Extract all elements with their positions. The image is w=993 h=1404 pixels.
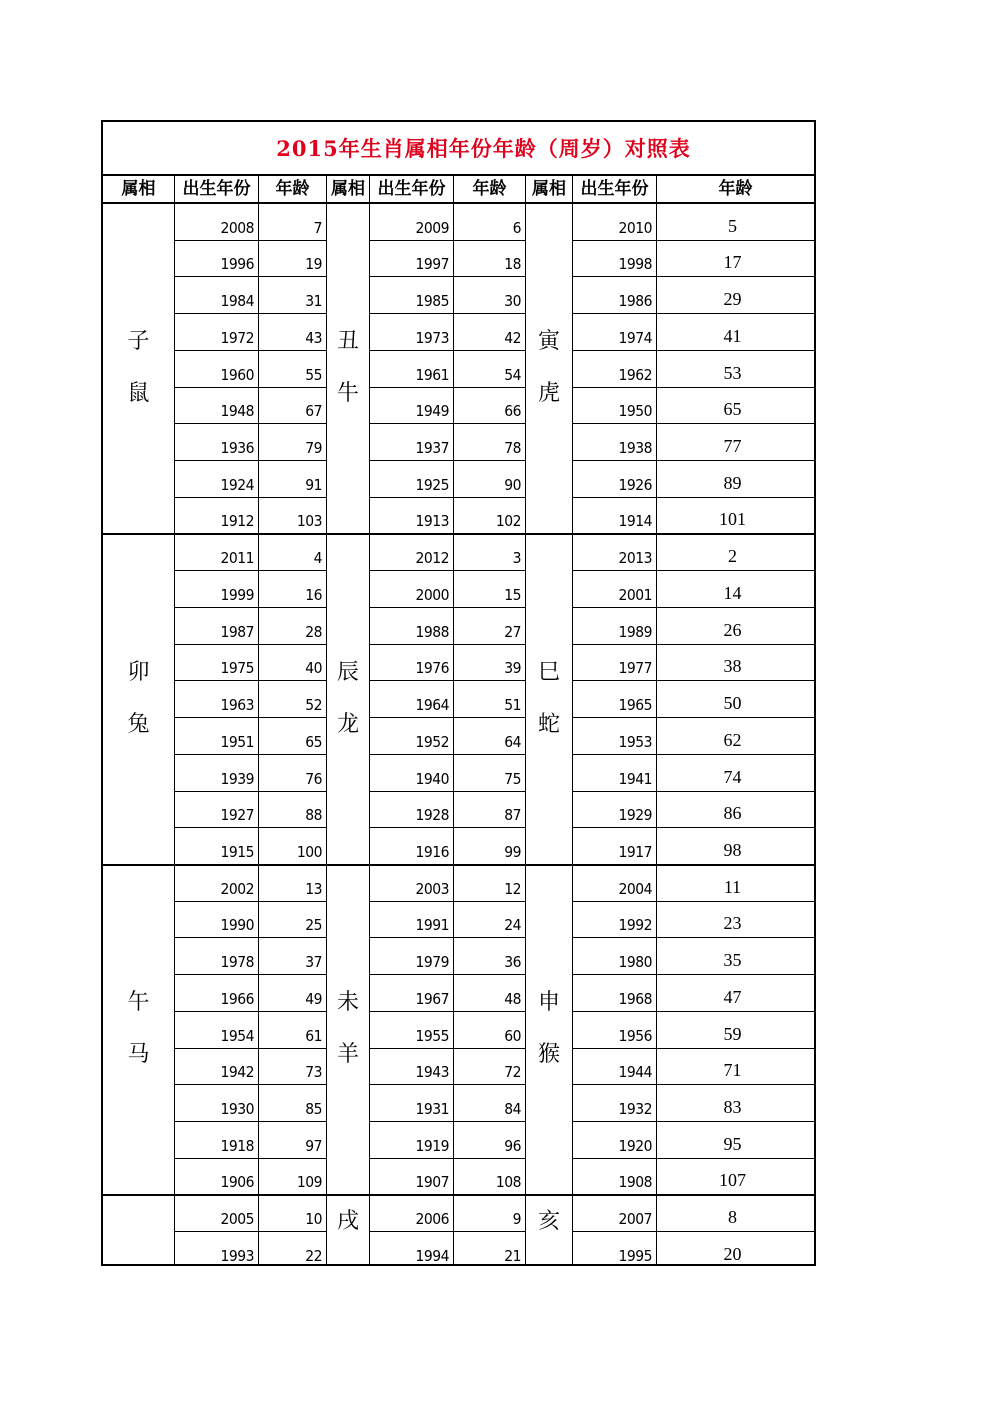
- birth-year-cell: 1928: [415, 806, 449, 825]
- birth-year-cell: 1913: [415, 512, 449, 531]
- row-divider: [175, 680, 326, 681]
- birth-year-cell: 1973: [415, 328, 449, 347]
- row-divider: [175, 1121, 326, 1122]
- birth-year-cell: 1955: [415, 1026, 449, 1045]
- birth-year-cell: 1943: [415, 1063, 449, 1082]
- row-divider: [370, 791, 525, 792]
- birth-year-cell: 2009: [415, 218, 449, 237]
- age-cell: 12: [504, 879, 521, 898]
- birth-year-cell: 1930: [220, 1100, 254, 1118]
- row-divider: [175, 570, 326, 571]
- birth-year-cell: 1937: [415, 439, 449, 458]
- age-cell: 66: [504, 402, 521, 421]
- birth-year-cell: 1985: [415, 292, 449, 311]
- row-divider: [573, 717, 815, 718]
- age-cell: 38: [723, 656, 742, 677]
- age-cell: 49: [305, 989, 322, 1008]
- age-cell: 43: [305, 328, 322, 347]
- birth-year-cell: 1918: [220, 1136, 254, 1155]
- age-cell: 65: [305, 732, 322, 751]
- row-divider: [175, 827, 326, 828]
- age-cell: 75: [504, 769, 521, 788]
- age-cell: 16: [305, 585, 322, 604]
- zodiac-age-table: [101, 120, 816, 1266]
- title-row: [103, 122, 814, 176]
- zodiac-char: 寅: [537, 329, 560, 355]
- birth-year-cell: 1976: [415, 659, 449, 678]
- row-divider: [175, 350, 326, 351]
- birth-year-cell: 1914: [618, 512, 652, 531]
- age-cell: 5: [728, 215, 737, 236]
- birth-year-cell: 1926: [618, 475, 652, 494]
- zodiac-char: 子: [127, 329, 150, 355]
- row-divider: [370, 460, 525, 461]
- birth-year-cell: 2010: [618, 218, 652, 237]
- row-divider: [175, 1231, 326, 1232]
- header-zodiac-3: 属相: [532, 179, 566, 199]
- birth-year-cell: 1940: [415, 769, 449, 788]
- birth-year-cell: 1942: [220, 1063, 254, 1082]
- age-cell: 31: [305, 292, 322, 311]
- age-cell: 73: [305, 1063, 322, 1082]
- birth-year-cell: 1994: [415, 1246, 449, 1265]
- age-cell: 83: [723, 1097, 742, 1117]
- birth-year-cell: 1965: [618, 696, 652, 715]
- age-cell: 71: [723, 1060, 742, 1081]
- age-cell: 89: [723, 472, 742, 493]
- age-cell: 3: [512, 549, 521, 568]
- row-divider: [370, 350, 525, 351]
- birth-year-cell: 1916: [415, 842, 449, 861]
- age-cell: 39: [504, 659, 521, 678]
- zodiac-char: 兔: [127, 711, 150, 737]
- birth-year-cell: 1997: [415, 255, 449, 274]
- age-cell: 17: [723, 252, 742, 273]
- group-divider: [103, 1194, 814, 1196]
- row-divider: [370, 827, 525, 828]
- row-divider: [175, 497, 326, 498]
- age-cell: 107: [719, 1170, 746, 1191]
- row-divider: [573, 754, 815, 755]
- row-divider: [573, 974, 815, 975]
- zodiac-char: 戌: [336, 1209, 359, 1235]
- age-cell: 98: [723, 839, 742, 860]
- birth-year-cell: 1960: [220, 365, 254, 384]
- zodiac-char: 卯: [127, 659, 150, 685]
- zodiac-char: 马: [127, 1042, 150, 1068]
- row-divider: [573, 827, 815, 828]
- age-cell: 23: [723, 913, 742, 934]
- birth-year-cell: 1936: [220, 439, 254, 458]
- birth-year-cell: 2001: [618, 585, 652, 604]
- birth-year-cell: 1967: [415, 989, 449, 1008]
- row-divider: [175, 974, 326, 975]
- age-cell: 48: [504, 989, 521, 1008]
- birth-year-cell: 1989: [618, 622, 652, 641]
- age-cell: 95: [723, 1133, 742, 1154]
- age-cell: 59: [723, 1023, 742, 1044]
- row-divider: [370, 607, 525, 608]
- birth-year-cell: 2008: [220, 218, 254, 237]
- birth-year-cell: 1974: [618, 328, 652, 347]
- age-cell: 10: [305, 1210, 322, 1229]
- header-birth-year-3: 出生年份: [580, 179, 649, 199]
- column-divider: [326, 176, 327, 1264]
- zodiac-char: 巳: [537, 659, 560, 685]
- row-divider: [175, 313, 326, 314]
- age-cell: 65: [723, 399, 742, 420]
- age-cell: 40: [305, 659, 322, 678]
- header-age-2: 年龄: [472, 179, 507, 199]
- age-cell: 62: [723, 729, 742, 750]
- age-cell: 9: [512, 1210, 521, 1229]
- row-divider: [573, 387, 815, 388]
- birth-year-cell: 2011: [220, 549, 254, 568]
- age-cell: 7: [313, 218, 322, 237]
- row-divider: [175, 937, 326, 938]
- group-divider: [103, 864, 814, 866]
- row-divider: [370, 1048, 525, 1049]
- birth-year-cell: 1932: [618, 1100, 652, 1118]
- age-cell: 15: [504, 585, 521, 604]
- row-divider: [370, 570, 525, 571]
- zodiac-char: 虎: [537, 381, 560, 407]
- age-cell: 61: [305, 1026, 322, 1045]
- birth-year-cell: 1979: [415, 953, 449, 972]
- age-cell: 99: [504, 842, 521, 861]
- row-divider: [175, 717, 326, 718]
- row-divider: [175, 791, 326, 792]
- age-cell: 13: [305, 879, 322, 898]
- age-cell: 74: [723, 766, 742, 787]
- age-cell: 28: [305, 622, 322, 641]
- age-cell: 109: [296, 1173, 322, 1192]
- row-divider: [573, 1084, 815, 1085]
- birth-year-cell: 1991: [415, 916, 449, 935]
- zodiac-char: 蛇: [537, 711, 560, 737]
- row-divider: [370, 387, 525, 388]
- birth-year-cell: 1956: [618, 1026, 652, 1045]
- birth-year-cell: 1906: [220, 1173, 254, 1192]
- birth-year-cell: 1963: [220, 696, 254, 715]
- birth-year-cell: 2012: [415, 549, 449, 568]
- age-cell: 91: [305, 475, 322, 494]
- age-cell: 108: [495, 1173, 521, 1192]
- age-cell: 18: [504, 255, 521, 274]
- age-cell: 85: [305, 1100, 322, 1118]
- zodiac-char: 午: [127, 990, 150, 1016]
- row-divider: [370, 1011, 525, 1012]
- row-divider: [175, 901, 326, 902]
- age-cell: 86: [723, 803, 742, 824]
- zodiac-char: 亥: [537, 1209, 560, 1235]
- birth-year-cell: 2002: [220, 879, 254, 898]
- birth-year-cell: 1984: [220, 292, 254, 311]
- birth-year-cell: 1954: [220, 1026, 254, 1045]
- group-divider: [103, 533, 814, 535]
- row-divider: [370, 1158, 525, 1159]
- birth-year-cell: 1908: [618, 1173, 652, 1192]
- birth-year-cell: 1915: [220, 842, 254, 861]
- age-cell: 103: [296, 512, 322, 531]
- row-divider: [573, 1121, 815, 1122]
- birth-year-cell: 1924: [220, 475, 254, 494]
- row-divider: [370, 644, 525, 645]
- age-cell: 52: [305, 696, 322, 715]
- row-divider: [370, 717, 525, 718]
- row-divider: [573, 423, 815, 424]
- zodiac-char: 鼠: [127, 381, 150, 407]
- birth-year-cell: 1920: [618, 1136, 652, 1155]
- age-cell: 96: [504, 1136, 521, 1155]
- birth-year-cell: 1996: [220, 255, 254, 274]
- row-divider: [573, 644, 815, 645]
- birth-year-cell: 1966: [220, 989, 254, 1008]
- age-cell: 90: [504, 475, 521, 494]
- birth-year-cell: 1917: [618, 842, 652, 861]
- row-divider: [175, 1084, 326, 1085]
- row-divider: [573, 1011, 815, 1012]
- age-cell: 87: [504, 806, 521, 825]
- birth-year-cell: 1929: [618, 806, 652, 825]
- row-divider: [573, 497, 815, 498]
- zodiac-char: 未: [336, 990, 359, 1016]
- birth-year-cell: 1912: [220, 512, 254, 531]
- row-divider: [370, 937, 525, 938]
- row-divider: [175, 240, 326, 241]
- birth-year-cell: 1944: [618, 1063, 652, 1082]
- row-divider: [573, 937, 815, 938]
- row-divider: [573, 1048, 815, 1049]
- birth-year-cell: 1998: [618, 255, 652, 274]
- age-cell: 72: [504, 1063, 521, 1082]
- zodiac-char: 猴: [537, 1042, 560, 1068]
- age-cell: 11: [723, 876, 742, 897]
- row-divider: [370, 240, 525, 241]
- age-cell: 50: [723, 693, 742, 714]
- age-cell: 55: [305, 365, 322, 384]
- birth-year-cell: 2003: [415, 879, 449, 898]
- age-cell: 27: [504, 622, 521, 641]
- birth-year-cell: 1987: [220, 622, 254, 641]
- age-cell: 54: [504, 365, 521, 384]
- age-cell: 79: [305, 439, 322, 458]
- header-birth-year-1: 出生年份: [182, 179, 251, 199]
- row-divider: [573, 240, 815, 241]
- age-cell: 35: [723, 950, 742, 971]
- birth-year-cell: 1919: [415, 1136, 449, 1155]
- row-divider: [573, 680, 815, 681]
- birth-year-cell: 2000: [415, 585, 449, 604]
- age-cell: 100: [296, 842, 322, 861]
- age-cell: 51: [504, 696, 521, 715]
- age-cell: 88: [305, 806, 322, 825]
- age-cell: 14: [723, 582, 742, 603]
- header-zodiac-1: 属相: [121, 179, 156, 199]
- row-divider: [370, 901, 525, 902]
- age-cell: 21: [504, 1246, 521, 1265]
- birth-year-cell: 1988: [415, 622, 449, 641]
- row-divider: [175, 644, 326, 645]
- birth-year-cell: 1925: [415, 475, 449, 494]
- row-divider: [370, 974, 525, 975]
- birth-year-cell: 1980: [618, 953, 652, 972]
- age-cell: 42: [504, 328, 521, 347]
- row-divider: [573, 350, 815, 351]
- row-divider: [573, 607, 815, 608]
- age-cell: 19: [305, 255, 322, 274]
- age-cell: 101: [719, 509, 746, 530]
- age-cell: 25: [305, 916, 322, 935]
- column-divider: [525, 176, 526, 1264]
- birth-year-cell: 1941: [618, 769, 652, 788]
- birth-year-cell: 1999: [220, 585, 254, 604]
- age-cell: 76: [305, 769, 322, 788]
- header-zodiac-2: 属相: [331, 179, 365, 199]
- row-divider: [370, 1121, 525, 1122]
- birth-year-cell: 1961: [415, 365, 449, 384]
- zodiac-char: 龙: [336, 711, 359, 737]
- age-cell: 29: [723, 289, 742, 310]
- header-row: [103, 176, 814, 204]
- birth-year-cell: 1986: [618, 292, 652, 311]
- row-divider: [175, 1011, 326, 1012]
- row-divider: [370, 1084, 525, 1085]
- header-age-3: 年龄: [718, 179, 753, 199]
- birth-year-cell: 1948: [220, 402, 254, 421]
- row-divider: [175, 387, 326, 388]
- age-cell: 24: [504, 916, 521, 935]
- age-cell: 8: [728, 1207, 737, 1228]
- row-divider: [370, 276, 525, 277]
- row-divider: [370, 1231, 525, 1232]
- header-age-1: 年龄: [275, 179, 310, 199]
- age-cell: 36: [504, 953, 521, 972]
- birth-year-cell: 1993: [220, 1246, 254, 1265]
- birth-year-cell: 1990: [220, 916, 254, 935]
- row-divider: [573, 901, 815, 902]
- birth-year-cell: 1931: [415, 1100, 449, 1118]
- zodiac-char: 牛: [336, 381, 359, 407]
- row-divider: [175, 1048, 326, 1049]
- age-cell: 53: [723, 362, 742, 383]
- row-divider: [573, 1231, 815, 1232]
- zodiac-char: 丑: [336, 329, 359, 355]
- row-divider: [573, 276, 815, 277]
- row-divider: [370, 423, 525, 424]
- birth-year-cell: 2004: [618, 879, 652, 898]
- row-divider: [573, 1158, 815, 1159]
- row-divider: [573, 791, 815, 792]
- age-cell: 41: [723, 325, 742, 346]
- age-cell: 22: [305, 1246, 322, 1265]
- age-cell: 102: [495, 512, 521, 531]
- age-cell: 30: [504, 292, 521, 311]
- zodiac-char: 申: [537, 990, 560, 1016]
- birth-year-cell: 1968: [618, 989, 652, 1008]
- birth-year-cell: 1907: [415, 1173, 449, 1192]
- birth-year-cell: 1972: [220, 328, 254, 347]
- row-divider: [175, 754, 326, 755]
- table-title: 2015年生肖属相年份年龄（周岁）对照表: [276, 136, 691, 161]
- birth-year-cell: 1977: [618, 659, 652, 678]
- row-divider: [370, 680, 525, 681]
- birth-year-cell: 2007: [618, 1210, 652, 1229]
- row-divider: [573, 313, 815, 314]
- row-divider: [175, 276, 326, 277]
- age-cell: 4: [313, 549, 322, 568]
- zodiac-char: 辰: [336, 659, 359, 685]
- row-divider: [175, 460, 326, 461]
- row-divider: [573, 460, 815, 461]
- age-cell: 97: [305, 1136, 322, 1155]
- birth-year-cell: 1962: [618, 365, 652, 384]
- birth-year-cell: 1927: [220, 806, 254, 825]
- birth-year-cell: 1964: [415, 696, 449, 715]
- age-cell: 77: [723, 436, 742, 457]
- row-divider: [175, 607, 326, 608]
- row-divider: [370, 754, 525, 755]
- age-cell: 67: [305, 402, 322, 421]
- age-cell: 2: [728, 546, 737, 567]
- row-divider: [175, 1158, 326, 1159]
- birth-year-cell: 1938: [618, 439, 652, 458]
- age-cell: 47: [723, 986, 742, 1007]
- age-cell: 78: [504, 439, 521, 458]
- age-cell: 37: [305, 953, 322, 972]
- row-divider: [573, 570, 815, 571]
- birth-year-cell: 1953: [618, 732, 652, 751]
- age-cell: 84: [504, 1100, 521, 1118]
- birth-year-cell: 1951: [220, 732, 254, 751]
- row-divider: [175, 423, 326, 424]
- age-cell: 6: [512, 218, 521, 237]
- age-cell: 26: [723, 619, 742, 640]
- age-cell: 60: [504, 1026, 521, 1045]
- row-divider: [370, 497, 525, 498]
- zodiac-char: 羊: [336, 1042, 359, 1068]
- birth-year-cell: 1978: [220, 953, 254, 972]
- birth-year-cell: 2006: [415, 1210, 449, 1229]
- birth-year-cell: 1939: [220, 769, 254, 788]
- birth-year-cell: 2013: [618, 549, 652, 568]
- row-divider: [370, 313, 525, 314]
- birth-year-cell: 1949: [415, 402, 449, 421]
- header-birth-year-2: 出生年份: [377, 179, 446, 199]
- birth-year-cell: 1992: [618, 916, 652, 935]
- birth-year-cell: 1975: [220, 659, 254, 678]
- birth-year-cell: 1995: [618, 1246, 652, 1265]
- birth-year-cell: 1952: [415, 732, 449, 751]
- age-cell: 64: [504, 732, 521, 751]
- birth-year-cell: 2005: [220, 1210, 254, 1229]
- age-cell: 20: [723, 1243, 742, 1264]
- birth-year-cell: 1950: [618, 402, 652, 421]
